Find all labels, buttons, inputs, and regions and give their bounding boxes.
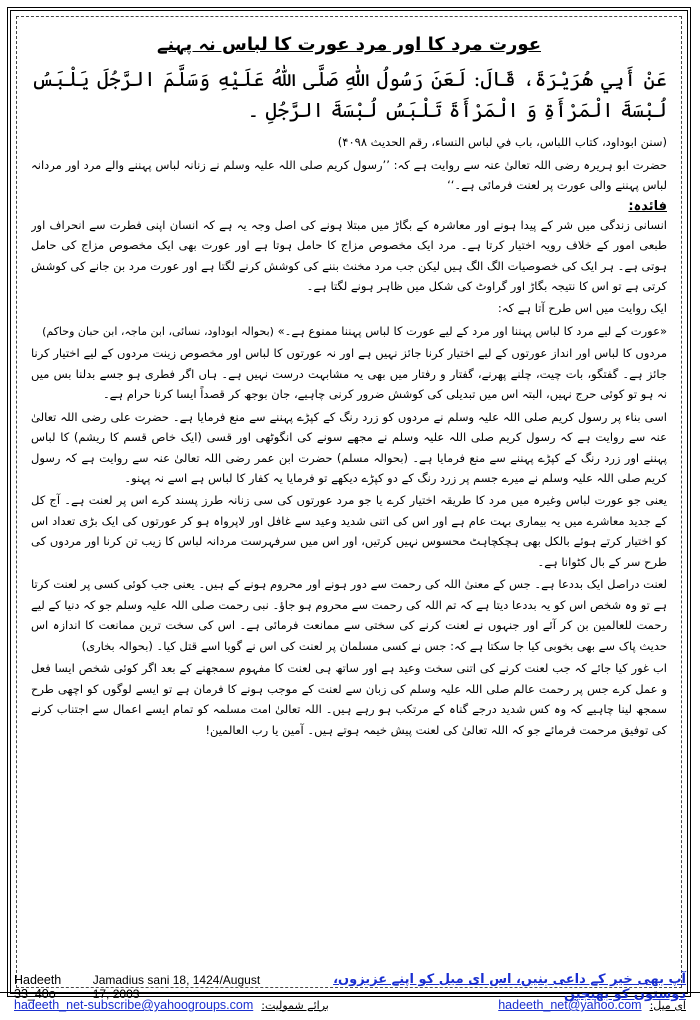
quote-text: «عورت کے لیے مرد کا لباس پہننا اور مرد کے لیے عورت کا لباس پہننا ممنوع ہے۔» bbox=[277, 323, 667, 338]
footer-slogan-link[interactable]: آپ بھی خیر کے داعی بنیں، اس ای میل کو اپنے عزیزوں، دوستوں کو بھیجیں bbox=[333, 972, 686, 1002]
quoted-narration bbox=[31, 321, 667, 341]
hadith-reference: (سنن ابوداود، کتاب اللباس، باب في لباس النساء، رقم الحدیث ۴۰۹۸) bbox=[337, 135, 667, 150]
subscribe-group bbox=[14, 998, 329, 1012]
hadith-arabic-text: عَنْ أَبِي هُرَيْرَةَ، قَالَ: لَعَنَ رَسُولُ اللّٰهِ صَلَّى اللّٰهُ عَلَيْهِ وَسَلَّمَ الرَّجُلَ يَلْبَسُ لُبْسَةَ الْمَرْأَةِ وَ الْمَرْأَةَ تَلْبَسُ لُبْسَةَ الرَّجُلِ ۔ bbox=[31, 67, 667, 123]
quote-source: (بحوالہ ابوداود، نسائی، ابن ماجہ، ابن حبان وحاکم) bbox=[42, 324, 274, 338]
faida-label: فائدہ: bbox=[628, 198, 667, 214]
hadeeth-code: Hadeeth 33_40o bbox=[14, 973, 62, 1001]
paragraph-3: مردوں کا لباس اور انداز عورتوں کے لیے اختیار کرنا جائز نہیں ہے اور نہ عورتوں کا لباس اور مخصوص زینت مردوں کے لیے اختیار کرنا جائز ہے۔ گفتگو، بات چیت، چلنے پھرنے، گفتار و رفتار میں بھی یہ مشابہت درست نہیں ہے۔ ہاں اگر فطری ہو جسے بدلنا بس میں نہ ہو تو کوئی حرج نہیں، البتہ اس میں تبدیلی کی کوشش ضرور کرنی چاہیے، جان بوجھ کر قصداً ایسا کرنا حرام ہے۔ bbox=[31, 346, 667, 402]
hadith-translation: حضرت ابو ہریرہ رضی اللہ تعالیٰ عنہ سے روایت ہے کہ: ’’رسول کریم صلی اللہ علیہ وسلم نے زنانہ لباس پہننے والے مرد اور مردانہ لباس پہننے والی عورت پر لعنت فرمائی ہے۔‘‘ bbox=[31, 157, 667, 193]
page-border bbox=[7, 7, 691, 997]
paragraph-7: اب غور کیا جائے کہ جب لعنت کرنے کی اتنی سخت وعید ہے اور ساتھ ہی لعنت کا مفہوم سمجھنے کے بعد اگر کوئی شخص ایسا فعل و عمل کرے جس پر رحمت عالم صلی اللہ علیہ وسلم کی زبان سے لعنت کے موجب ہونے کا فرمان ہے تو ایسے لوگوں کو اچھی طرح سمجھ لینا چاہیے کہ وہ کس شدید درجے گناہ کے مرتکب ہو رہے ہیں۔ اللہ تعالیٰ امت مسلمہ کو تمام ایسے اعمال سے اجتناب کرنے کی توفیق مرحمت فرمائے جو کہ اللہ تعالیٰ کی لعنت پیش خیمہ ہوتے ہیں۔ آمین یا رب العالمین! bbox=[31, 661, 667, 737]
subscribe-email-link[interactable]: hadeeth_net-subscribe@yahoogroups.com bbox=[14, 998, 254, 1012]
email-group bbox=[498, 998, 686, 1012]
paragraph-5: یعنی جو عورت لباس وغیرہ میں مرد کا طریقہ اختیار کرے یا جو مرد عورتوں کی سی زنانہ طرز پسند کرے اس پر لعنت ہے۔ آج کل کے جدید معاشرے میں یہ بیماری بہت عام ہے اور اس کی اتنی شدید وعید سے غافل اور لاپرواہ ہو کر عورتوں کی ایک بڑی تعداد اس کو اختیار کرتے ہوئے بالکل بھی ہچکچاہٹ محسوس نہیں کرتیں، اور اس میں سرفہرست مردانہ لباس کا زیب تن کرنا اور مردوں کی طرح سر کے بال کٹوانا ہے۔ bbox=[31, 493, 667, 569]
paragraph-4: اسی بناء پر رسول کریم صلی اللہ علیہ وسلم نے مردوں کو زرد رنگ کے کپڑے پہننے سے منع فرمایا ہے۔ حضرت علی رضی اللہ تعالیٰ عنہ سے روایت ہے کہ رسول کریم صلی اللہ علیہ وسلم نے مجھے سونے کی انگوٹھی اور قسی (ایک خاص قسم کا ریشم) کا لباس پہننے اور زرد رنگ کے کپڑے پہننے سے منع فرمایا ہے۔ (بحوالہ مسلم) حضرت ابن عمر رضی اللہ تعالیٰ عنہ سے روایت ہے کہ رسول کریم صلی اللہ علیہ وسلم نے میرے جسم پر زرد رنگ کے دو کپڑے دیکھے تو فرمایا یہ کفار کا لباس ہے اسے نہ پہنو۔ bbox=[31, 409, 667, 485]
paragraph-1: انسانی زندگی میں شر کے پیدا ہونے اور معاشرہ کے بگاڑ میں مبتلا ہونے کی اصل وجہ یہ ہے کہ انسان اپنی فطرت سے انحراف اور طبعی امور کے خلاف رویہ اختیار کرتا ہے۔ مرد ایک مخصوص مزاج کا حامل ہوتا ہے اور عورت بھی ایک مخصوص مزاج کی حامل ہوتی ہے۔ ہر ایک کی خصوصیات الگ الگ ہیں لیکن جب مرد مخنث بننے کی کوشش کرنے لگتا ہے اور عورت مرد بن جانے کی کوشش کرتی ہے تو اس کا نتیجہ بگاڑ اور گراوٹ کی شکل میں ظاہر ہونے لگتا ہے۔ bbox=[31, 217, 667, 293]
footer-bottom-row bbox=[14, 998, 686, 1012]
paragraph-2: ایک روایت میں اس طرح آتا ہے کہ: bbox=[497, 301, 667, 316]
footer-date: Jamadius sani 18, 1424/August 17, 2003 bbox=[92, 973, 261, 1001]
subscribe-label: برائے شمولیت: bbox=[261, 998, 329, 1012]
page-title: عورت مرد کا اور مرد عورت کا لباس نہ پہنے bbox=[156, 34, 541, 55]
paragraph-6: لعنت دراصل ایک بددعا ہے۔ جس کے معنیٰ اللہ کی رحمت سے دور ہونے اور محروم ہونے کے ہیں۔ یعنی جب کوئی کسی پر لعنت کرتا ہے تو وہ شخص اس کو یہ بددعا دیتا ہے کہ تم اللہ کی رحمت سے محروم ہو جاؤ۔ نبی رحمت صلی اللہ علیہ وسلم جو کہ دنیا کے لیے رحمت للعالمین بن کر آئے اور جنہوں نے لعنت کرنے کی سختی سے ممانعت فرمائی ہے۔ اس کی سخت ترین ممانعت کا اندازہ اس حدیث پاک سے بھی بخوبی کیا جا سکتا ہے کہ: جس نے کسی مسلمان پر لعنت کی اس نے گویا اسے قتل کیا۔ (بحوالہ بخاری) bbox=[31, 577, 667, 653]
contact-email-link[interactable]: hadeeth_net@yahoo.com bbox=[498, 998, 642, 1012]
article bbox=[31, 33, 667, 971]
footer-divider bbox=[0, 992, 700, 993]
email-label: ای میل: bbox=[649, 998, 686, 1012]
